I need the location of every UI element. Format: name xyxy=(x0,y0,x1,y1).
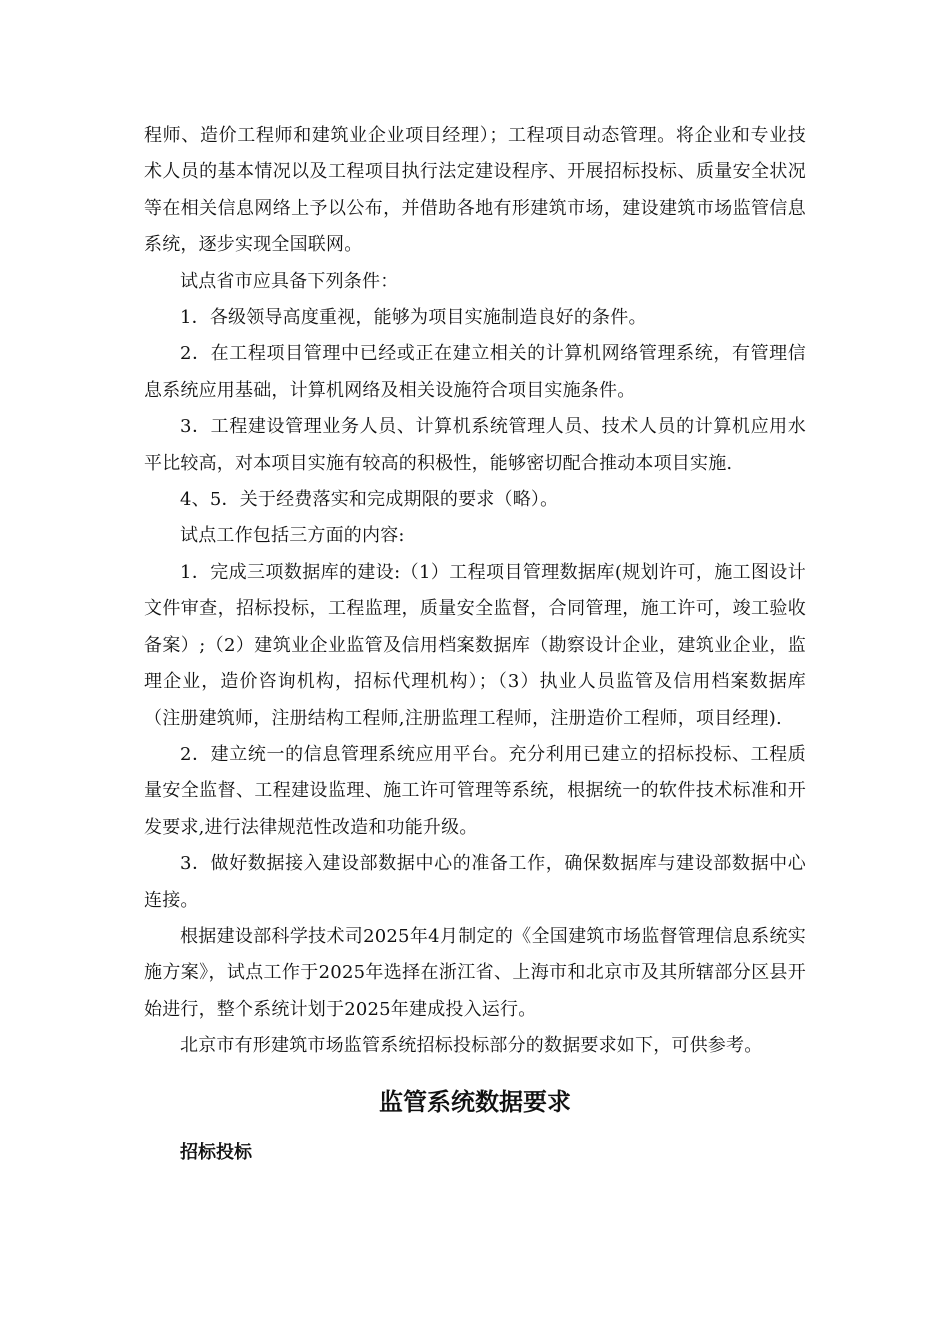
paragraph-plan: 根据建设部科学技术司2025年4月制定的《全国建筑市场监督管理信息系统实施方案》，试点工作于2025年选择在浙江省、上海市和北京市及其所辖部分区县开始进行，整个系统计划于2025年建成投入运行。 xyxy=(144,925,806,1020)
paragraph-reference: 北京市有形建筑市场监管系统招标投标部分的数据要求如下，可供参考。 xyxy=(180,1035,763,1057)
paragraph-condition-2: 2．在工程项目管理中已经或正在建立相关的计算机网络管理系统，有管理信息系统应用基础，计算机网络及相关设施符合项目实施条件。 xyxy=(144,343,806,401)
paragraph-condition-3: 3．工程建设管理业务人员、计算机系统管理人员、技术人员的计算机应用水平比较高，对本项目实施有较高的积极性，能够密切配合推动本项目实施. xyxy=(144,416,806,474)
paragraph-continuation: 程师、造价工程师和建筑业企业项目经理）；工程项目动态管理。将企业和专业技术人员的基本情况以及工程项目执行法定建设程序、开展招标投标、质量安全状况等在相关信息网络上予以公布，并借助各地有形建筑市场，建设建筑市场监管信息系统，逐步实现全国联网。 xyxy=(144,125,806,256)
section-title: 监管系统数据要求 xyxy=(379,1086,571,1116)
paragraph-work-intro: 试点工作包括三方面的内容: xyxy=(180,525,405,547)
paragraph-conditions-intro: 试点省市应具备下列条件： xyxy=(180,270,399,292)
paragraph-work-1: 1．完成三项数据库的建设:（1）工程项目管理数据库(规划许可，施工图设计文件审查，招标投标，工程监理，质量安全监督，合同管理，施工许可，竣工验收备案）;（2）建筑业企业监管及信用档案数据库（勘察设计企业，建筑业企业，监理企业，造价咨询机构，招标代理机构）；（3）执业人员监管及信用档案数据库（注册建筑师，注册结构工程师,注册监理工程师，注册造价工程师，项目经理). xyxy=(144,561,806,729)
paragraph-work-2: 2．建立统一的信息管理系统应用平台。充分利用已建立的招标投标、工程质量安全监督、工程建设监理、施工许可管理等系统，根据统一的软件技术标准和开发要求,进行法律规范性改造和功能升级。 xyxy=(144,743,806,838)
paragraph-work-3: 3．做好数据接入建设部数据中心的准备工作，确保数据库与建设部数据中心连接。 xyxy=(144,853,806,911)
paragraph-condition-1: 1．各级领导高度重视，能够为项目实施制造良好的条件。 xyxy=(180,307,647,329)
paragraph-condition-4-5: 4、5．关于经费落实和完成期限的要求（略）。 xyxy=(180,489,559,511)
subsection-title: 招标投标 xyxy=(180,1141,252,1163)
